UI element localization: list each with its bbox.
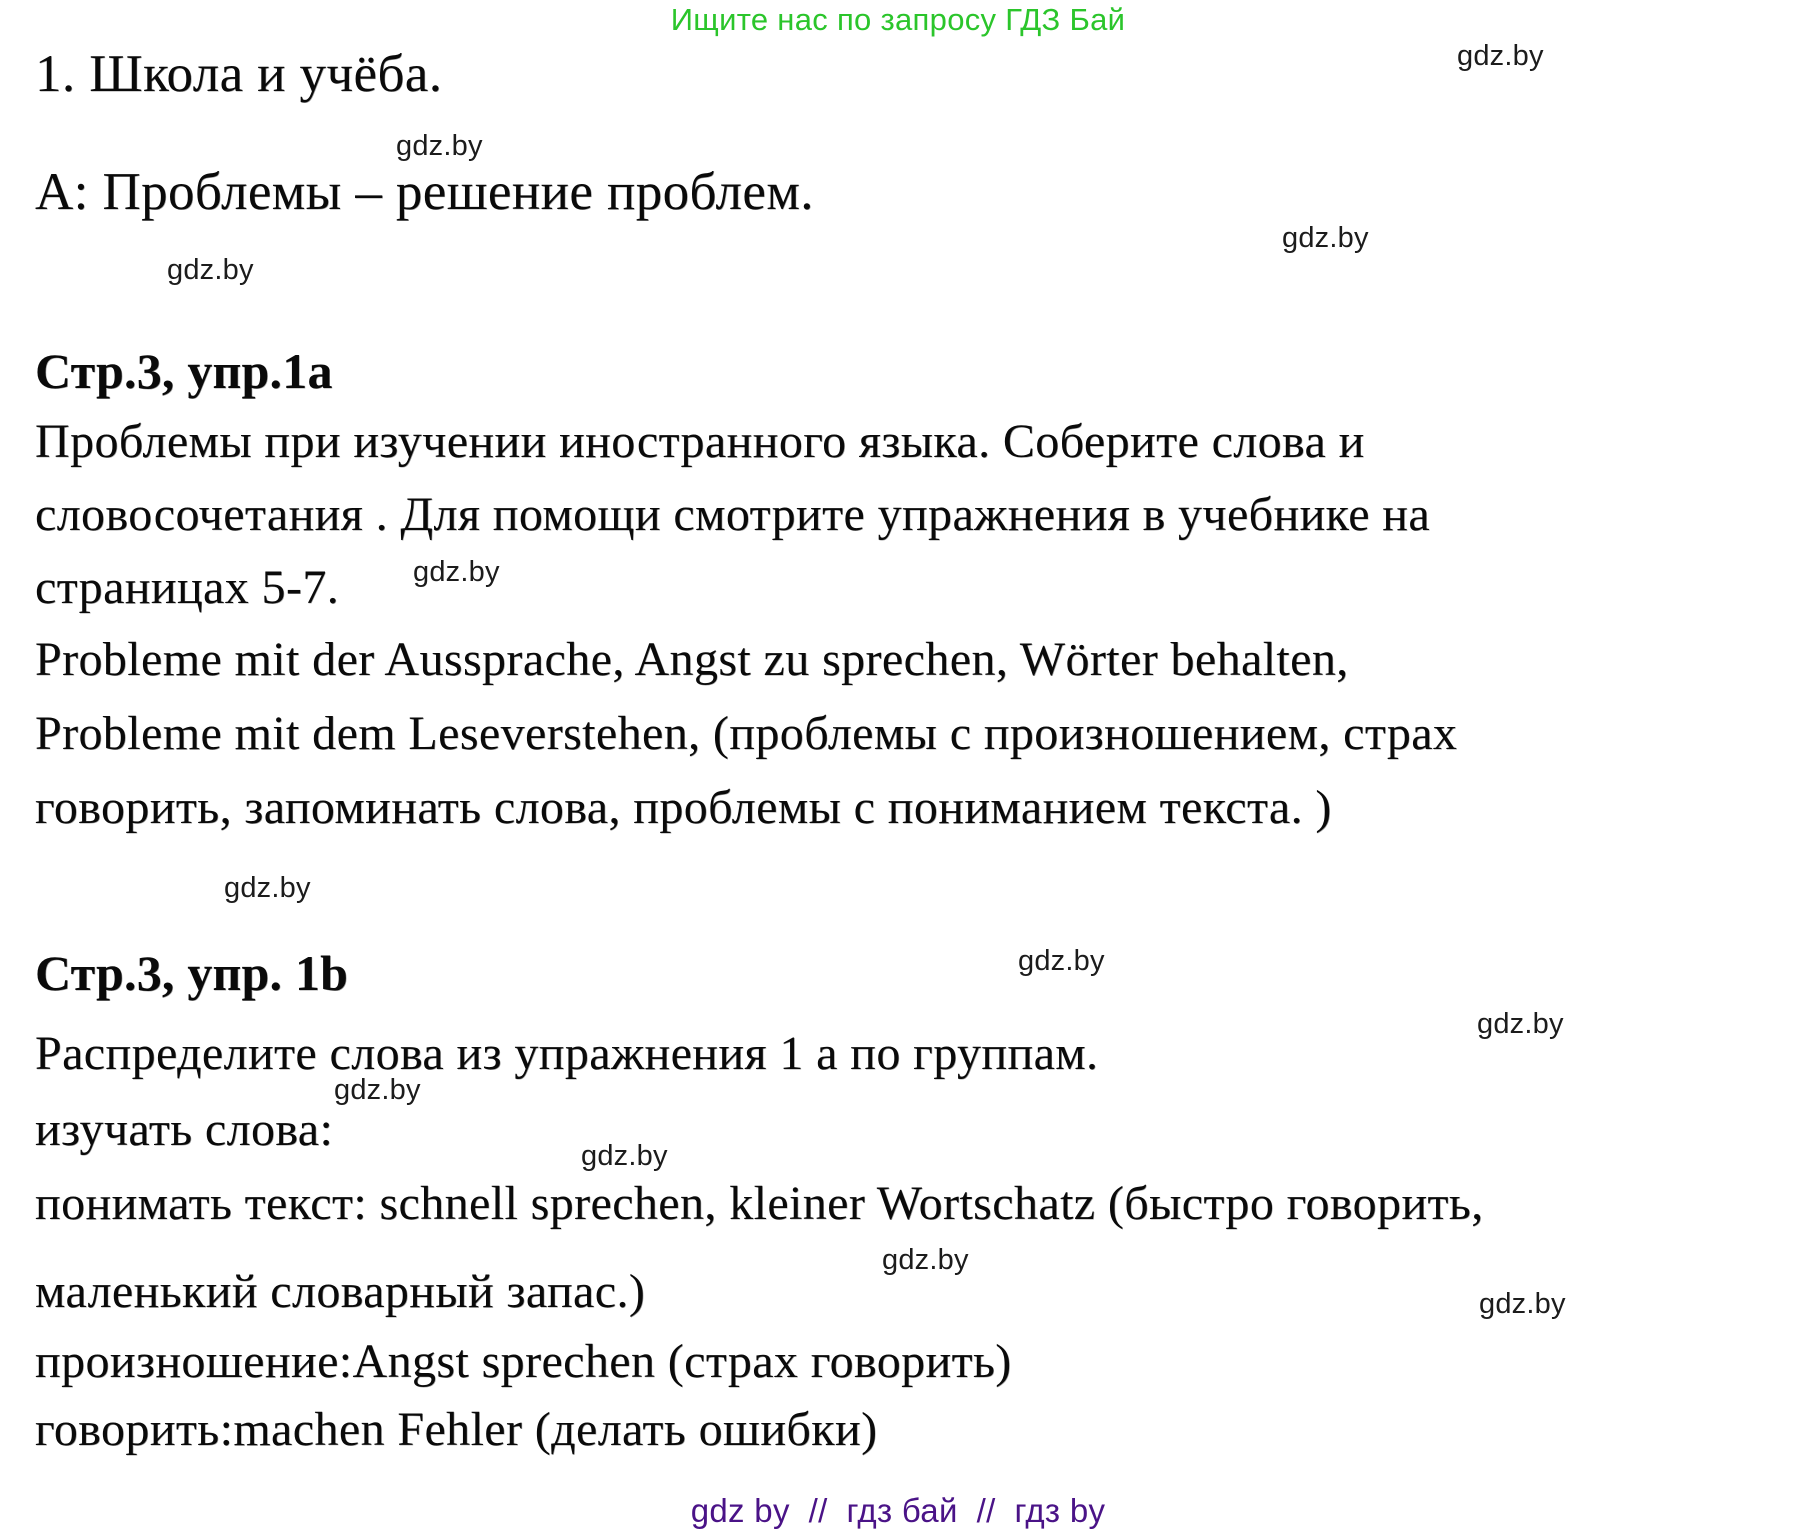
exercise-1a-answer-line: говорить, запоминать слова, проблемы с пониманием текста. ) [35, 781, 1332, 834]
watermark: gdz.by [413, 556, 500, 588]
exercise-1a-task-line: словосочетания . Для помощи смотрите упражнения в учебнике на [35, 488, 1431, 541]
chapter-title: 1. Школа и учёба. [35, 45, 443, 103]
exercise-1a-heading: Стр.3, упр.1а [35, 343, 333, 399]
watermark: gdz.by [581, 1140, 668, 1172]
watermark: gdz.by [1282, 222, 1369, 254]
watermark: gdz.by [882, 1244, 969, 1276]
exercise-1b-answer-line: понимать текст: schnell sprechen, kleiner Wortschatz (быстро говорить, [35, 1177, 1484, 1230]
exercise-1a-answer-line: Probleme mit der Aussprache, Angst zu sprechen, Wörter behalten, [35, 633, 1349, 686]
watermark: gdz.by [1477, 1008, 1564, 1040]
watermark: gdz.by [1018, 945, 1105, 977]
watermark: gdz.by [334, 1074, 421, 1106]
chapter-subtitle: A: Проблемы – решение проблем. [35, 163, 814, 221]
watermark: gdz.by [1457, 40, 1544, 72]
exercise-1a-answer-line: Probleme mit dem Leseverstehen, (проблемы с произношением, страх [35, 707, 1458, 760]
exercise-1b-heading: Стр.3, упр. 1b [35, 945, 349, 1001]
footer-site-links: gdz by // гдз бай // гдз by [690, 1492, 1106, 1529]
promo-banner: Ищите нас по запросу ГДЗ Бай [670, 2, 1126, 37]
exercise-1b-answer-line: маленький словарный запас.) [35, 1265, 646, 1318]
exercise-1a-task-line: страницах 5-7. [35, 561, 340, 614]
exercise-1b-answer-line: произношение:Angst sprechen (страх говорить) [35, 1335, 1012, 1388]
exercise-1b-answer-line: изучать слова: [35, 1103, 334, 1156]
exercise-1b-task-line: Распределите слова из упражнения 1 а по группам. [35, 1027, 1099, 1080]
exercise-1a-task-line: Проблемы при изучении иностранного языка. Соберите слова и [35, 415, 1365, 468]
watermark: gdz.by [167, 254, 254, 286]
watermark: gdz.by [396, 130, 483, 162]
watermark: gdz.by [224, 872, 311, 904]
watermark: gdz.by [1479, 1288, 1566, 1320]
exercise-1b-answer-line: говорить:machen Fehler (делать ошибки) [35, 1403, 878, 1456]
